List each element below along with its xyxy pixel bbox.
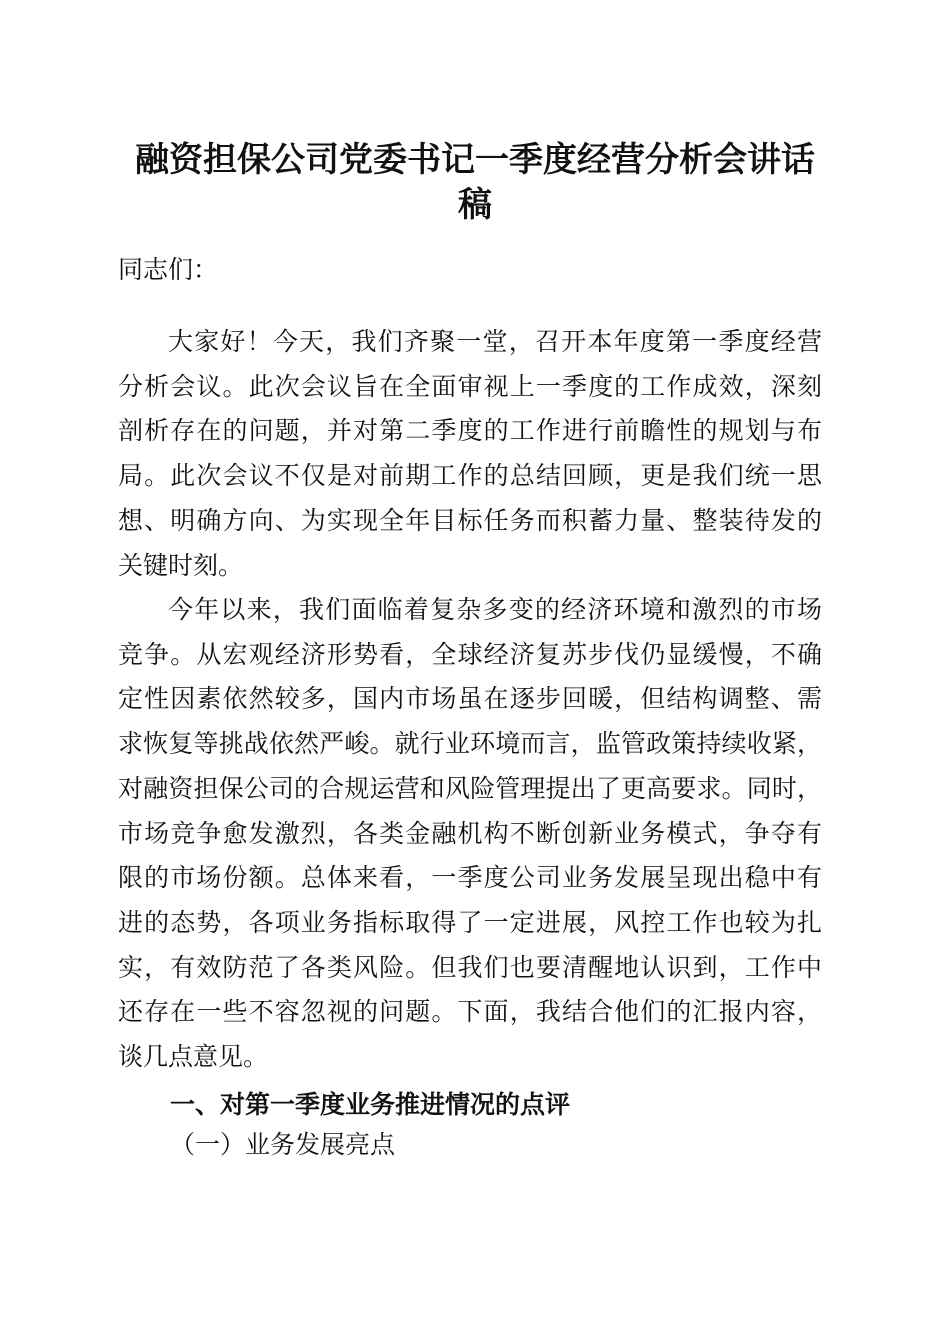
paragraph-line: 限的市场份额。总体来看，一季度公司业务发展呈现出稳中有 <box>118 863 822 893</box>
paragraph-line: 局。此次会议不仅是对前期工作的总结回顾，更是我们统一思 <box>118 461 822 491</box>
paragraph-line: 竞争。从宏观经济形势看，全球经济复苏步伐仍显缓慢，不确 <box>118 639 822 669</box>
paragraph-line: 分析会议。此次会议旨在全面审视上一季度的工作成效，深刻 <box>118 371 822 401</box>
paragraph-line: 定性因素依然较多，国内市场虽在逐步回暖，但结构调整、需 <box>118 684 822 714</box>
subsection-heading: （一）业务发展亮点 <box>170 1130 396 1159</box>
paragraph-line: 市场竞争愈发激烈，各类金融机构不断创新业务模式，争夺有 <box>118 818 822 848</box>
salutation: 同志们： <box>118 255 219 284</box>
paragraph-line: 还存在一些不容忽视的问题。下面，我结合他们的汇报内容， <box>118 997 822 1027</box>
document-title-line-1: 融资担保公司党委书记一季度经营分析会讲话 <box>135 140 815 180</box>
paragraph-line: 进的态势，各项业务指标取得了一定进展，风控工作也较为扎 <box>118 907 822 937</box>
paragraph-line: 求恢复等挑战依然严峻。就行业环境而言，监管政策持续收紧， <box>118 729 822 759</box>
paragraph-line: 实，有效防范了各类风险。但我们也要清醒地认识到，工作中 <box>118 952 822 982</box>
document-title-line-2: 稿 <box>458 185 492 225</box>
paragraph-line: 大家好！今天，我们齐聚一堂，召开本年度第一季度经营 <box>168 327 822 356</box>
paragraph-line: 想、明确方向、为实现全年目标任务而积蓄力量、整装待发的 <box>118 505 822 535</box>
section-heading: 一、对第一季度业务推进情况的点评 <box>170 1090 571 1119</box>
paragraph-line: 今年以来，我们面临着复杂多变的经济环境和激烈的市场 <box>168 595 822 624</box>
paragraph-line: 谈几点意见。 <box>118 1042 269 1071</box>
paragraph-line: 对融资担保公司的合规运营和风险管理提出了更高要求。同时， <box>118 773 822 803</box>
paragraph-line: 剖析存在的问题，并对第二季度的工作进行前瞻性的规划与布 <box>118 416 822 446</box>
paragraph-line: 关键时刻。 <box>118 550 244 580</box>
